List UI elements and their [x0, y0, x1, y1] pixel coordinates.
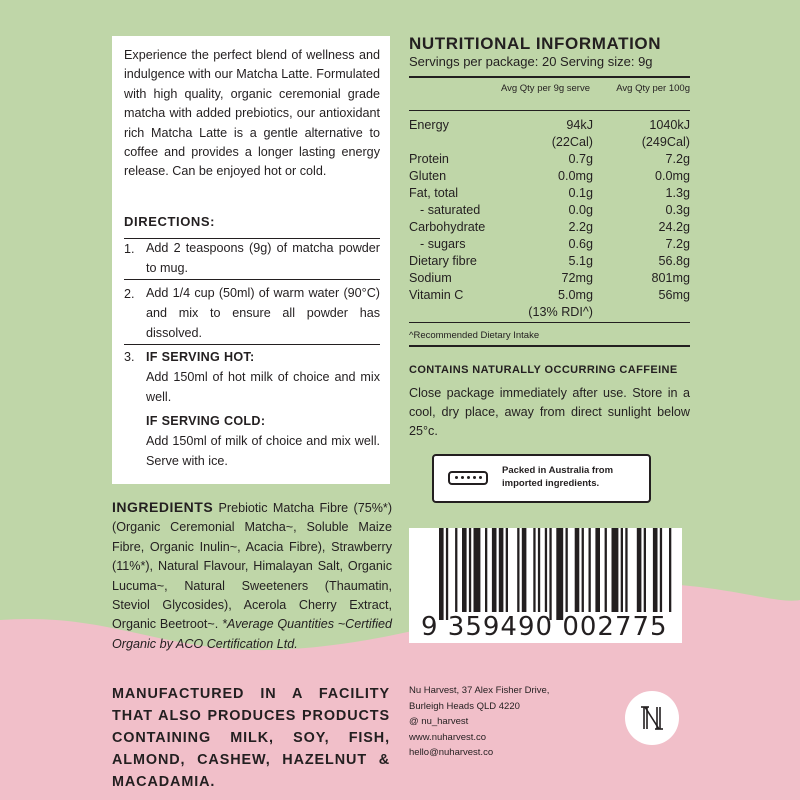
nutrition-row: [409, 118, 690, 135]
barcode-bar: [637, 528, 642, 612]
barcode-digits: 9 359490 002775: [421, 612, 668, 642]
barcode-bar: [469, 528, 471, 612]
value-per-serve: 0.0mg: [557, 169, 593, 183]
barcode-bar: [474, 528, 481, 612]
barcode-bar: [653, 528, 658, 612]
barcode-bar: [621, 528, 623, 612]
barcode-bar: [595, 528, 600, 612]
value-per-100g: 24.2g: [658, 220, 690, 234]
servings-info: Servings per package: 20 Serving size: 9g: [409, 54, 653, 69]
step-1-text: Add 2 teaspoons (9g) of matcha powder to mug.: [146, 241, 380, 275]
value-per-100g: 1.3g: [665, 186, 690, 200]
value-per-100g: 1040kJ: [649, 118, 690, 132]
nutrient-name: Dietary fibre: [409, 254, 477, 268]
barcode-bar: [660, 528, 662, 612]
caffeine-warning: CONTAINS NATURALLY OCCURRING CAFFEINE: [409, 364, 678, 376]
value-per-100g: 801mg: [651, 271, 690, 285]
value-per-serve: 0.6g: [568, 237, 593, 251]
barcode-bar: [566, 528, 568, 612]
barcode-bar: [462, 528, 467, 612]
nutrient-name: - saturated: [420, 203, 481, 217]
column-header-per-serve: Avg Qty per 9g serve: [500, 83, 590, 94]
column-header-per-100g: Avg Qty per 100g: [616, 83, 690, 94]
barcode-bar: [605, 528, 607, 612]
description-card: [112, 36, 390, 484]
nutrient-name: Gluten: [409, 169, 447, 183]
company-address: [409, 683, 549, 761]
step-number: 2.: [124, 287, 135, 301]
nu-harvest-logo-icon: [625, 691, 679, 745]
value-per-serve: (13% RDI^): [528, 305, 593, 319]
product-description: Experience the perfect blend of wellness and indulgence with our Matcha Latte. Formulated with high quality, organic ceremonial grade matcha with added prebiotics, our antioxidant rich Matcha Latte is a gentle alternative to coffee and provides a longer lasting energy release. Can be enjoyed hot or cold.: [124, 48, 380, 179]
value-per-100g: 56mg: [658, 288, 690, 302]
value-per-serve: 72mg: [561, 271, 593, 285]
nutrient-name: Vitamin C: [409, 288, 464, 302]
packed-in-australia-label: [432, 454, 651, 503]
serving-hot-text: Add 150ml of hot milk of choice and mix well.: [146, 370, 380, 404]
value-per-100g: 0.0mg: [654, 169, 690, 183]
value-per-100g: 0.3g: [665, 203, 690, 217]
nutrient-name: Protein: [409, 152, 449, 166]
value-per-100g: 7.2g: [665, 237, 690, 251]
barcode-bar: [644, 528, 646, 612]
barcode-bar: [446, 528, 448, 620]
nutrition-row: [409, 305, 690, 322]
barcode-bar: [589, 528, 591, 612]
value-per-serve: 5.1g: [568, 254, 593, 268]
value-per-serve: 2.2g: [568, 220, 593, 234]
value-per-serve: 0.1g: [568, 186, 593, 200]
step-number: 1.: [124, 242, 135, 256]
barcode-bar: [538, 528, 540, 612]
barcode-bar: [556, 528, 563, 620]
step-2-text: Add 1/4 cup (50ml) of warm water (90°C) and mix to ensure all powder has dissolved.: [146, 286, 380, 340]
barcode-bar: [499, 528, 504, 612]
nutrition-row: [409, 186, 690, 203]
nutrition-row: [409, 254, 690, 271]
nutrition-row: [409, 237, 690, 254]
barcode-bar: [575, 528, 580, 612]
battery-icon: [448, 471, 488, 485]
value-per-serve: 0.0g: [568, 203, 593, 217]
nutrition-row: [409, 271, 690, 288]
barcode-bar: [485, 528, 487, 612]
website: www.nuharvest.co: [409, 731, 487, 743]
barcode: [409, 528, 682, 643]
barcode-bar: [506, 528, 508, 612]
nutrient-name: Fat, total: [409, 186, 458, 200]
logo-mark: [625, 691, 679, 745]
nutrition-row: [409, 152, 690, 169]
value-per-serve: 94kJ: [566, 118, 593, 132]
serving-hot-title: IF SERVING HOT:: [146, 350, 255, 364]
value-per-serve: 5.0mg: [557, 288, 593, 302]
storage-instructions: Close package immediately after use. Store in a cool, dry place, away from direct sunlight below 25°c.: [409, 386, 690, 438]
packed-text: Packed in Australia from imported ingredients.: [502, 465, 614, 489]
barcode-bar: [612, 528, 619, 612]
nutrition-row: [409, 220, 690, 237]
barcode-bar: [549, 528, 551, 620]
nutrition-top-rule: [409, 76, 690, 78]
barcode-bar: [625, 528, 627, 612]
nutrition-bottom-rule: [409, 322, 690, 323]
email: hello@nuharvest.co: [409, 747, 494, 758]
address-line-2: Burleigh Heads QLD 4220: [409, 700, 520, 712]
rdi-footnote: ^Recommended Dietary Intake: [409, 330, 540, 341]
nutrient-name: Carbohydrate: [409, 220, 486, 234]
serving-cold-text: Add 150ml of milk of choice and mix well. Serve with ice.: [146, 434, 380, 468]
instagram-handle: @ nu_harvest: [409, 716, 469, 727]
barcode-bar: [522, 528, 527, 612]
nutrient-name: - sugars: [420, 237, 466, 251]
nutrition-title: NUTRITIONAL INFORMATION: [409, 34, 662, 53]
barcode-bar: [492, 528, 497, 612]
barcode-bar: [533, 528, 535, 612]
barcode-bar: [545, 528, 547, 612]
step-divider: [124, 344, 380, 345]
ingredients-heading: INGREDIENTS: [112, 499, 214, 515]
allergen-statement: MANUFACTURED IN A FACILITY THAT ALSO PRODUCES PRODUCTS CONTAINING MILK, SOY, FISH, ALMOND, CASHEW, HAZELNUT & MACADAMIA.: [112, 686, 390, 790]
caffeine-top-rule: [409, 345, 690, 347]
step-number: 3.: [124, 350, 135, 364]
value-per-100g: 56.8g: [658, 254, 690, 268]
directions-title: DIRECTIONS:: [124, 214, 216, 229]
barcode-bar: [439, 528, 444, 620]
ingredients-note: *Average Quantities ~Certified Organic by ACO Certification Ltd.: [112, 617, 393, 651]
nutrient-name: Sodium: [409, 271, 452, 285]
value-per-serve: (22Cal): [551, 135, 593, 149]
value-per-100g: (249Cal): [641, 135, 690, 149]
ingredients-list: Prebiotic Matcha Fibre (75%*) (Organic Ceremonial Matcha~, Soluble Maize Fibre, Organic Inulin~, Acacia Fibre), Strawberry (11%*), Natural Flavour, Himalayan Salt, Organic Lucuma~, Natural Sweeteners (Thaumatin, Steviol Glycosides), Acerola Cherry Extract, Organic Beetroot~.: [112, 501, 393, 632]
value-per-serve: 0.7g: [568, 152, 593, 166]
value-per-100g: 7.2g: [665, 152, 690, 166]
step-divider: [124, 279, 380, 280]
nutrition-header-rule: [409, 110, 690, 111]
address-line-1: Nu Harvest, 37 Alex Fisher Drive,: [409, 685, 550, 696]
nutrition-row: [409, 169, 690, 186]
nutrition-row: [409, 135, 690, 152]
nutrition-row: [409, 203, 690, 220]
nutrition-row: [409, 288, 690, 305]
barcode-bar: [582, 528, 584, 612]
ingredients: [112, 498, 392, 654]
barcode-bar: [455, 528, 457, 612]
barcode-bar: [517, 528, 519, 612]
barcode-bar: [669, 528, 671, 612]
serving-cold-title: IF SERVING COLD:: [146, 414, 266, 428]
nutrient-name: Energy: [409, 118, 449, 132]
